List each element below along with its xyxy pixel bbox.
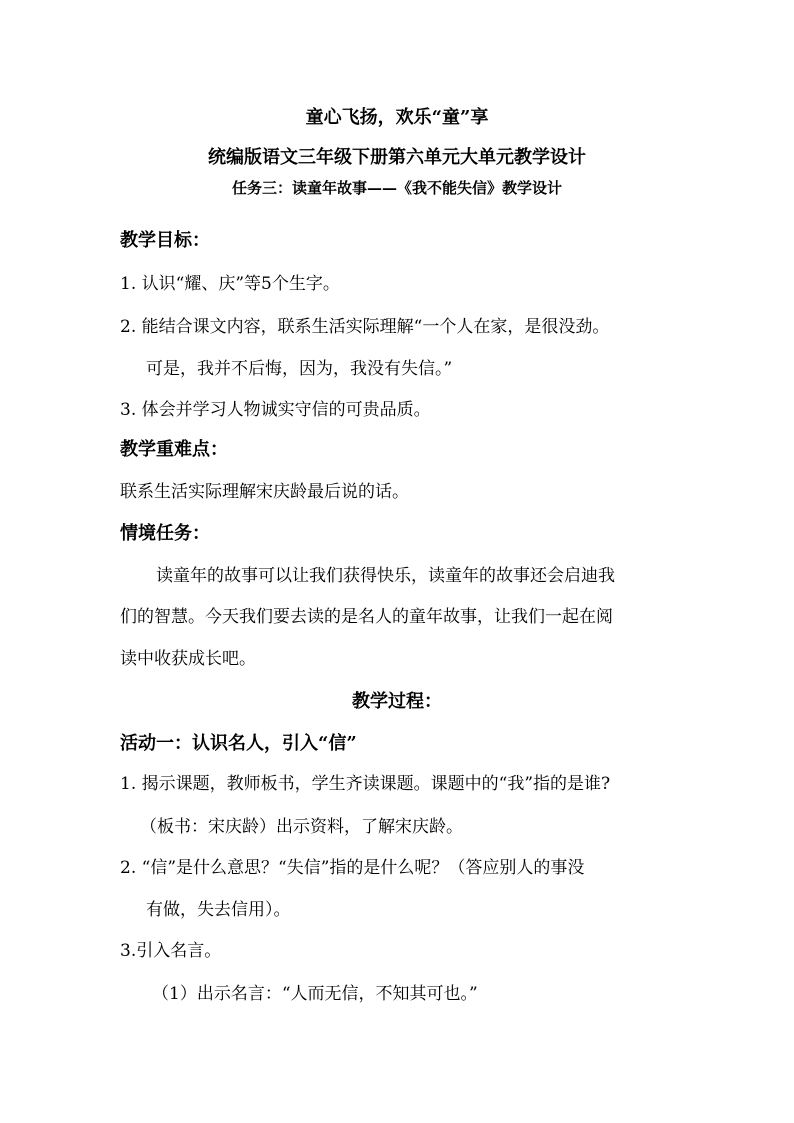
objectives-heading: 教学目标： (120, 230, 210, 251)
task-title: 任务三：读童年故事——《我不能失信》教学设计 (231, 179, 562, 197)
activity-heading: 活动一：认识名人，引入“信” (120, 733, 357, 754)
activity-line: （板书：宋庆龄）出示资料，了解宋庆龄。 (140, 817, 463, 837)
activity-line: 3.引入名言。 (120, 941, 222, 961)
situation-paragraph-line: 读中收获成长吧。 (120, 649, 256, 669)
document-title: 童心飞扬，欢乐“童”享 (305, 107, 489, 128)
process-heading: 教学过程： (352, 691, 442, 712)
key-points-heading: 教学重难点： (120, 439, 228, 460)
activity-line: 1. 揭示课题，教师板书，学生齐读课题。课题中的“我”指的是谁? (120, 774, 611, 794)
situation-paragraph-line: 们的智慧。今天我们要去读的是名人的童年故事，让我们一起在阅 (120, 607, 613, 627)
objective-item-continued: 可是，我并不后悔，因为，我没有失信。” (146, 359, 453, 379)
activity-line: （1）出示名言：“人而无信，不知其可也。” (152, 984, 478, 1004)
situation-paragraph-line: 读童年的故事可以让我们获得快乐，读童年的故事还会启迪我 (156, 566, 615, 586)
situation-heading: 情境任务： (120, 523, 210, 544)
key-points-text: 联系生活实际理解宋庆龄最后说的话。 (120, 482, 409, 502)
activity-line: 2. “信”是什么意思？“失信”指的是什么呢？（答应别人的事没 (120, 858, 585, 878)
objective-item: 1. 认识“耀、庆”等5个生字。 (120, 274, 340, 294)
objective-item: 3. 体会并学习人物诚实守信的可贵品质。 (120, 400, 431, 420)
document-subtitle: 统编版语文三年级下册第六单元大单元教学设计 (208, 147, 586, 168)
activity-line: 有做，失去信用）。 (146, 900, 291, 920)
objective-item: 2. 能结合课文内容，联系生活实际理解“一个人在家，是很没劲。 (120, 317, 610, 337)
